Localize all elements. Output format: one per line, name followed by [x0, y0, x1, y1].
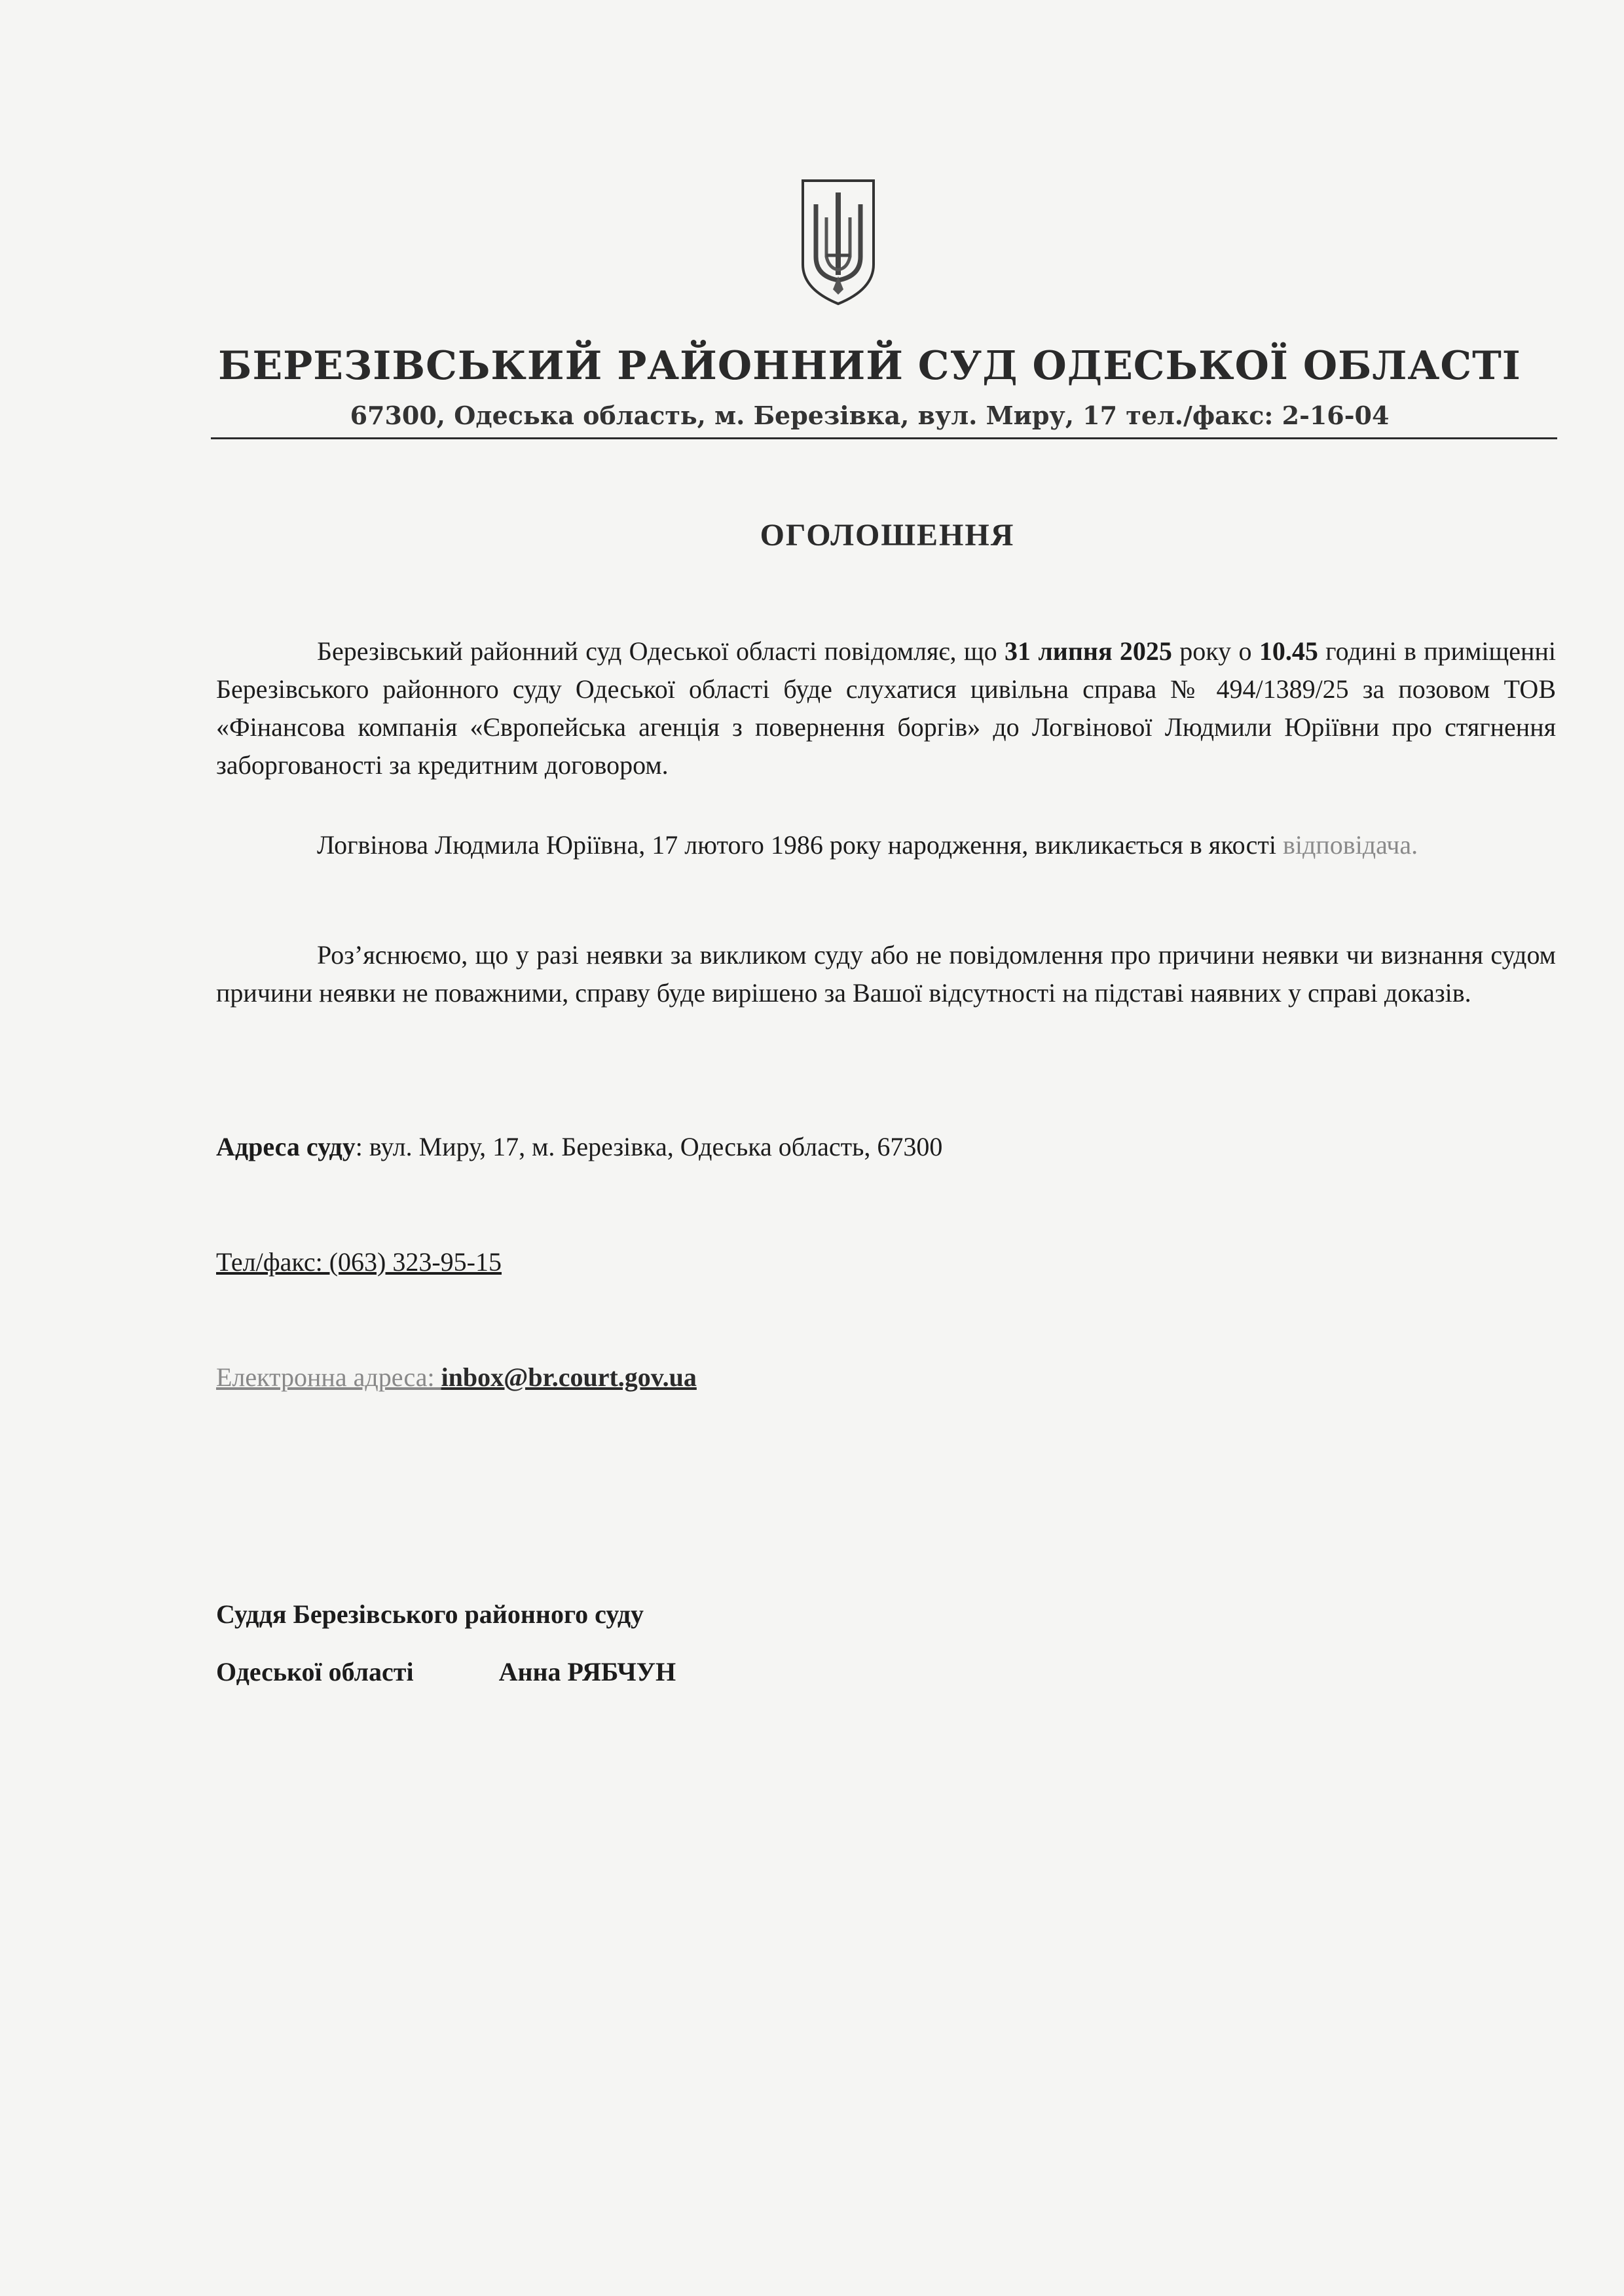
- phone-fax-line: Тел/факс: (063) 323-95-15: [216, 1247, 502, 1277]
- signature-name-line: [216, 1656, 676, 1687]
- paragraph-text: Логвінова Людмила Юріївна, 17 лютого 1986 року народження, викликається в якості: [317, 830, 1283, 860]
- hearing-date: 31 липня 2025: [1005, 636, 1172, 666]
- email-link[interactable]: inbox@br.court.gov.ua: [441, 1362, 697, 1392]
- paragraph-text: Роз’яснюємо, що у разі неявки за викликом суду або не повідомлення про причини неявки чи визнання судом причини неявки не поважними, справу буде вирішено за Вашої відсутності на підставі наявних у справі доказів.: [216, 940, 1556, 1008]
- coat-of-arms-icon: [800, 178, 876, 306]
- paragraph-text: року о: [1172, 636, 1259, 666]
- court-name-heading: БЕРЕЗІВСЬКИЙ РАЙОННИЙ СУД ОДЕСЬКОЇ ОБЛАСТІ: [218, 343, 1521, 389]
- summons-paragraph: [216, 826, 1556, 864]
- signature-judge-name: Анна РЯБЧУН: [498, 1657, 676, 1686]
- signature-region: Одеської області: [216, 1657, 414, 1686]
- court-address-contact: [216, 1131, 942, 1162]
- email-line: [216, 1362, 697, 1393]
- paragraph-text: Березівський районний суд Одеської області повідомляє, що: [317, 636, 1005, 666]
- court-address-line: 67300, Одеська область, м. Березівка, вул. Миру, 17 тел./факс: 2-16-04: [350, 401, 1390, 430]
- header-divider: [211, 437, 1557, 439]
- address-label: Адреса суду: [216, 1132, 356, 1161]
- address-value: : вул. Миру, 17, м. Березівка, Одеська область, 67300: [355, 1132, 943, 1161]
- announcement-paragraph: [216, 632, 1556, 784]
- explanation-paragraph: [216, 936, 1556, 1012]
- signature-title: Суддя Березівського районного суду: [216, 1599, 644, 1629]
- email-label: Електронна адреса:: [216, 1362, 441, 1392]
- paragraph-text-faded: відповідача.: [1282, 830, 1418, 860]
- document-title: ОГОЛОШЕННЯ: [760, 518, 1015, 553]
- hearing-time: 10.45: [1259, 636, 1318, 666]
- paragraph-text: годині в приміщенні Березівського районного суду Одеської області буде слухатися цивільна справа № 494/1389/25 за позовом ТОВ «Фінансова компанія «Європейська агенція з повернення боргів» до Логвінової Людмили Юріївни про стягнення заборгованості за кредитним договором.: [216, 636, 1556, 780]
